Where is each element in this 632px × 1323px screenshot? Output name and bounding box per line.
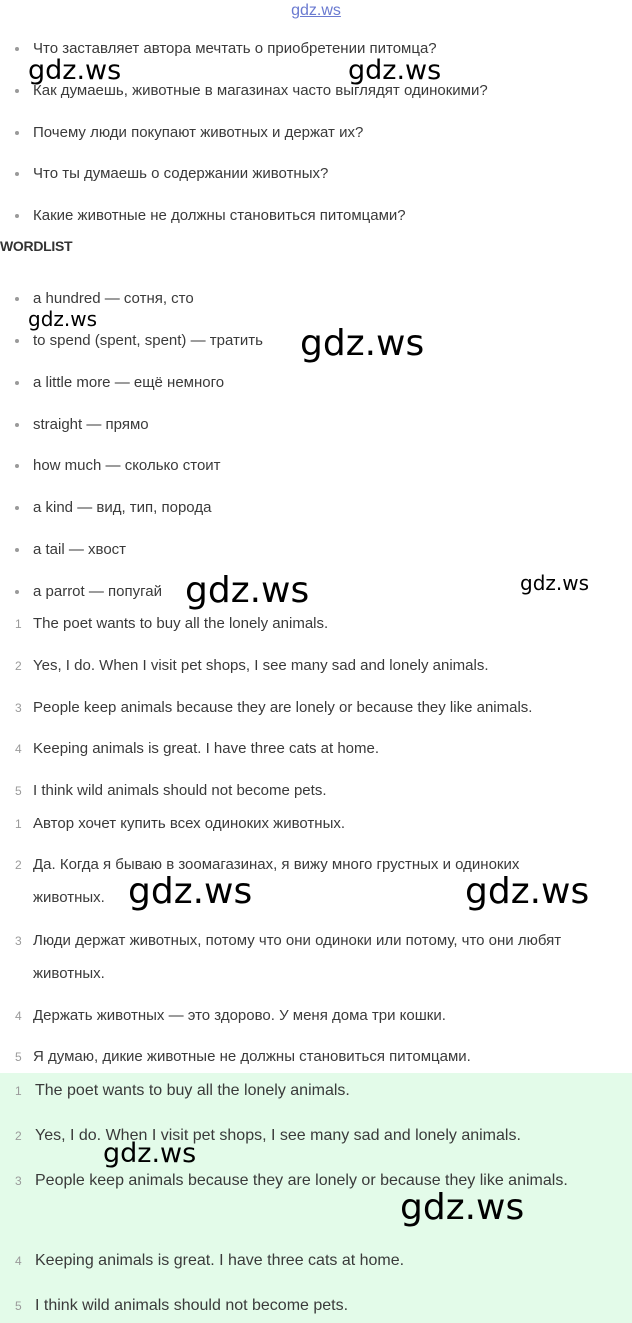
watermark: gdz.ws <box>128 871 253 912</box>
watermark: gdz.ws <box>300 323 425 364</box>
bullet-icon <box>15 464 19 468</box>
bullet-icon <box>15 214 19 218</box>
bullet-icon <box>15 548 19 552</box>
bullet-icon <box>15 297 19 301</box>
watermark: gdz.ws <box>348 55 442 86</box>
wordlist-heading: WORDLIST <box>0 238 73 254</box>
highlighted-answers-panel: 1 The poet wants to buy all the lonely animals. 2 Yes, I do. When I visit pet shops, I see many sad and lonely animals. 3 People keep animals because they are lonely or because they like animals. 4 Keeping animals is great. I have three cats at home. 5 I think wild animals should not become pets. <box>0 1073 632 1323</box>
bullet-icon <box>15 89 19 93</box>
watermark: gdz.ws <box>28 307 98 331</box>
bullet-icon <box>15 131 19 135</box>
watermark: gdz.ws <box>185 570 310 611</box>
watermark: gdz.ws <box>28 55 122 86</box>
watermark: gdz.ws <box>465 871 590 912</box>
bullet-icon <box>15 423 19 427</box>
watermark: gdz.ws <box>103 1138 197 1169</box>
bullet-icon <box>15 172 19 176</box>
bullet-icon <box>15 506 19 510</box>
bullet-icon <box>15 590 19 594</box>
site-link[interactable]: gdz.ws <box>291 2 341 19</box>
watermark: gdz.ws <box>520 571 590 595</box>
bullet-icon <box>15 47 19 51</box>
bullet-icon <box>15 381 19 385</box>
watermark: gdz.ws <box>400 1187 525 1228</box>
bullet-icon <box>15 339 19 343</box>
